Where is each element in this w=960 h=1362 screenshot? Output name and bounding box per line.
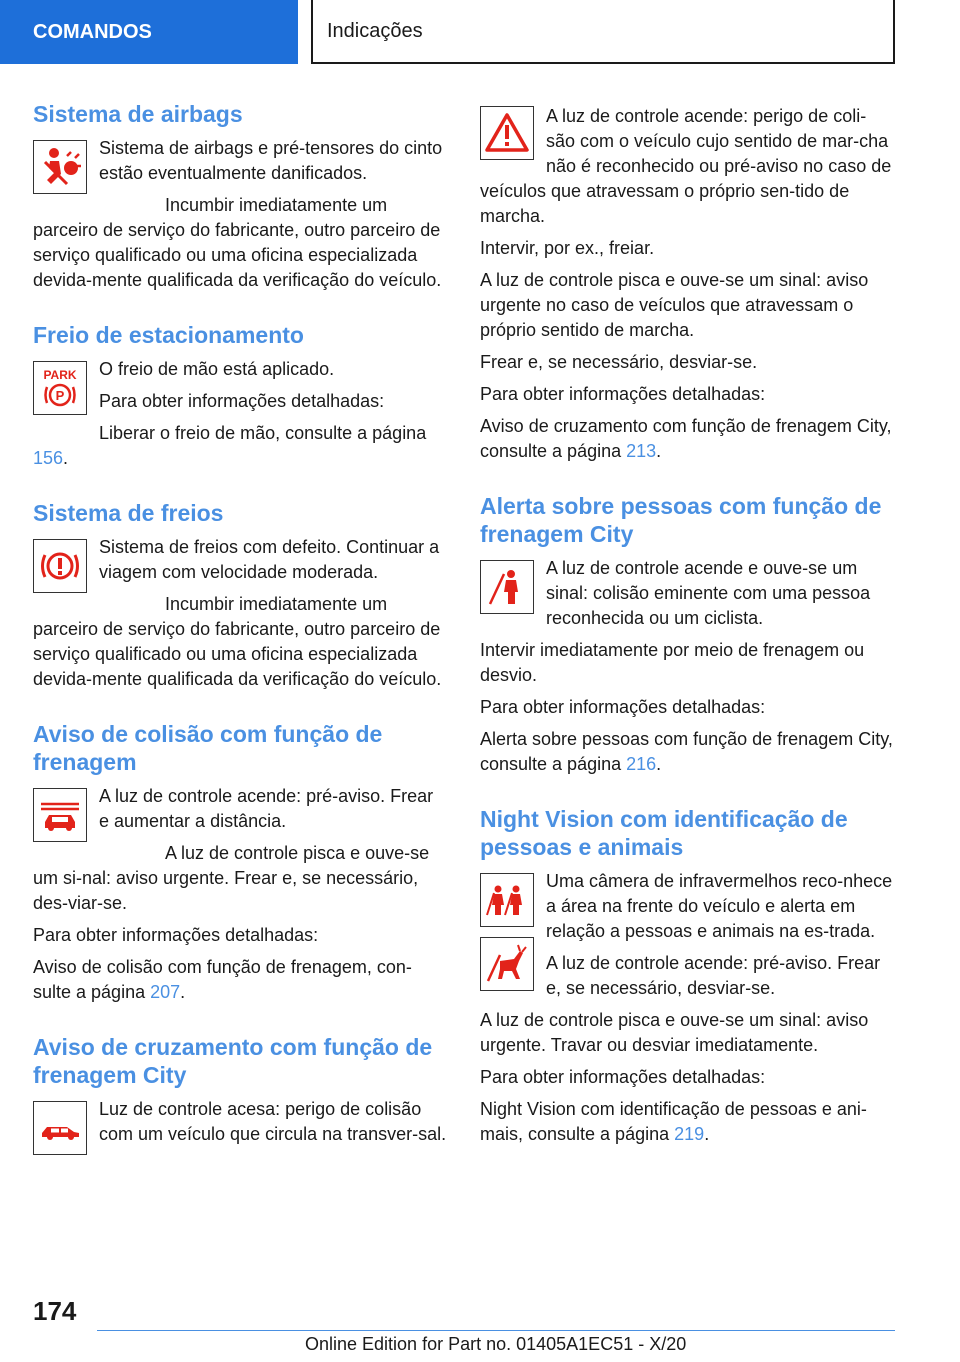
page-link[interactable]: 213	[626, 441, 657, 461]
paragraph: Night Vision com identificação de pessoas e ani-mais, consulte a página 219.	[480, 1099, 867, 1144]
section-title: Aviso de colisão com função de frenagem	[33, 721, 383, 775]
paragraph: Incumbir imediatamente um parceiro de serviço do fabricante, outro parceiro de serviço qualificado ou uma oficina especializada devida-mente qualificada da verificação do veículo.	[33, 594, 442, 689]
section-pedestrian	[480, 492, 894, 777]
persons-detected-icon	[480, 873, 534, 927]
footer-edition: Online Edition for Part no. 01405A1EC51 - X/20	[305, 1334, 687, 1354]
page-link[interactable]: 219	[674, 1124, 705, 1144]
paragraph: Sistema de freios com defeito. Continuar a viagem com velocidade moderada.	[99, 537, 440, 582]
paragraph: Uma câmera de infravermelhos reco-nhece a área na frente do veículo e alerta em relação a pessoas e animais na es-trada.	[546, 871, 893, 941]
paragraph-text: Liberar o freio de mão, consulte a página	[99, 423, 427, 443]
paragraph: Intervir, por ex., freiar.	[480, 238, 655, 258]
section-title: Sistema de freios	[33, 500, 224, 526]
crossing-traffic-icon	[33, 1101, 87, 1155]
paragraph: Para obter informações detalhadas:	[480, 1067, 766, 1087]
park-brake-icon	[33, 361, 87, 415]
section-title: Aviso de cruzamento com função de frenagem City	[33, 1034, 433, 1088]
header-chapter-label: Indicações	[327, 19, 423, 42]
right-column	[480, 104, 894, 1175]
paragraph: Liberar o freio de mão, consulte a página 156.	[33, 423, 427, 468]
paragraph: Sistema de airbags e pré-tensores do cinto estão eventualmente danificados.	[99, 138, 443, 183]
section-collision	[33, 720, 447, 1005]
section-title: Sistema de airbags	[33, 101, 243, 127]
paragraph-text: Aviso de cruzamento com função de frenagem City, consulte a página	[480, 416, 892, 461]
night-vision-icons	[480, 873, 534, 991]
paragraph: A luz de controle pisca e ouve-se um sinal: aviso urgente. Travar ou desviar imediatamente.	[480, 1010, 869, 1055]
svg-text:P: P	[55, 388, 65, 403]
paragraph-text: Aviso de colisão com função de frenagem, con-sulte a página	[33, 957, 412, 1002]
header-section-tab	[0, 0, 298, 64]
footer-divider	[97, 1330, 895, 1331]
section-title: Alerta sobre pessoas com função de frenagem City	[480, 493, 882, 547]
paragraph: Para obter informações detalhadas:	[99, 391, 385, 411]
paragraph: A luz de controle acende: pré-aviso. Frear e aumentar a distância.	[99, 786, 434, 831]
section-title: Freio de estacionamento	[33, 322, 304, 348]
paragraph-text: Alerta sobre pessoas com função de frenagem City, consulte a página	[480, 729, 893, 774]
paragraph: A luz de controle acende: pré-aviso. Frear e, se necessário, desviar-se.	[546, 953, 881, 998]
animal-detected-icon	[480, 937, 534, 991]
brake-warning-icon	[33, 539, 87, 593]
page-link[interactable]: 207	[150, 982, 181, 1002]
paragraph: Incumbir imediatamente um parceiro de serviço do fabricante, outro parceiro de serviço qualificado ou uma oficina especializada devida-mente qualificada da verificação do veículo.	[33, 195, 442, 290]
collision-warning-icon	[33, 788, 87, 842]
paragraph: Para obter informações detalhadas:	[480, 384, 766, 404]
section-night-vision	[480, 805, 894, 1147]
paragraph: O freio de mão está aplicado.	[99, 359, 335, 379]
paragraph: Frear e, se necessário, desviar-se.	[480, 352, 758, 372]
section-crossing	[33, 1033, 447, 1147]
section-brakes	[33, 499, 447, 692]
paragraph: Alerta sobre pessoas com função de frenagem City, consulte a página 216.	[480, 729, 893, 774]
warning-triangle-icon	[480, 106, 534, 160]
paragraph: Para obter informações detalhadas:	[33, 925, 319, 945]
paragraph: Intervir imediatamente por meio de frenagem ou desvio.	[480, 640, 865, 685]
paragraph: A luz de controle pisca e ouve-se um sinal: aviso urgente no caso de veículos que atravessam o próprio sentido de marcha.	[480, 270, 869, 340]
header-section-label: COMANDOS	[33, 20, 152, 43]
paragraph: Aviso de colisão com função de frenagem, con-sulte a página 207.	[33, 957, 412, 1002]
paragraph: Para obter informações detalhadas:	[480, 697, 766, 717]
paragraph: A luz de controle pisca e ouve-se um si-nal: aviso urgente. Frear e, se necessário, des-viar-se.	[33, 843, 430, 913]
svg-text:PARK: PARK	[43, 368, 77, 382]
paragraph: Aviso de cruzamento com função de frenagem City, consulte a página 213.	[480, 416, 892, 461]
header-chapter-tab	[311, 0, 895, 64]
page-link[interactable]: 156	[33, 448, 64, 468]
section-park-brake	[33, 321, 447, 471]
section-crossing-continued	[480, 104, 894, 464]
left-column	[33, 100, 447, 1175]
paragraph: Luz de controle acesa: perigo de colisão com um veículo que circula na transver-sal.	[99, 1099, 447, 1144]
page-link[interactable]: 216	[626, 754, 657, 774]
paragraph: A luz de controle acende e ouve-se um sinal: colisão eminente com uma pessoa reconhecida ou um ciclista.	[546, 558, 871, 628]
paragraph: A luz de controle acende: perigo de coli-são com o veículo cujo sentido de mar-cha não é reconhecido ou pré-aviso no caso de veículos que atravessam o próprio sen-tido de marcha.	[480, 106, 892, 226]
section-airbags	[33, 100, 447, 293]
pedestrian-warning-icon	[480, 560, 534, 614]
page-number: 174	[33, 1296, 77, 1326]
section-title: Night Vision com identificação de pessoas e animais	[480, 806, 848, 860]
paragraph-text: Night Vision com identificação de pessoas e ani-mais, consulte a página	[480, 1099, 867, 1144]
airbag-warning-icon	[33, 140, 87, 194]
